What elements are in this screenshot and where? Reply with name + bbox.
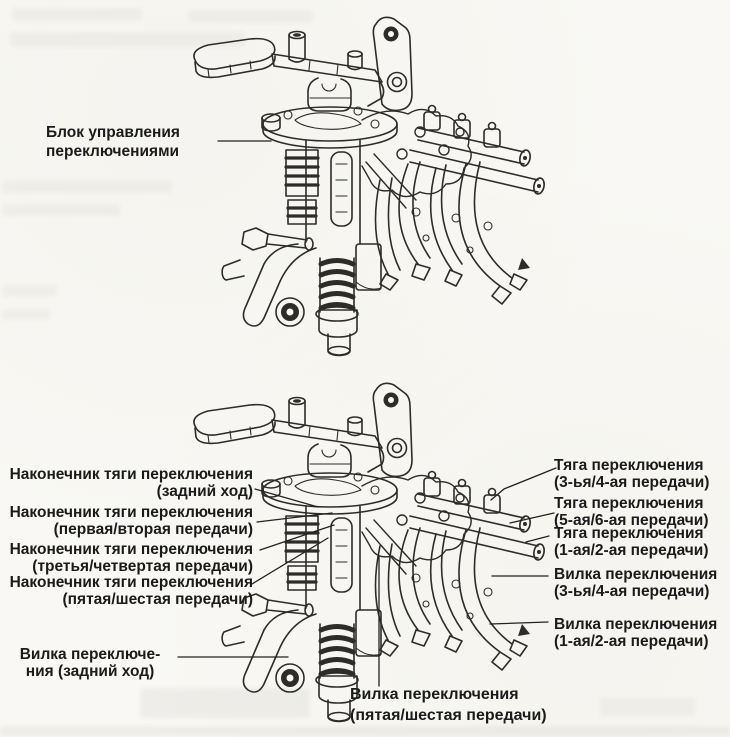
label-rodend-reverse <box>3 466 253 500</box>
label-line: (пятая/шестая передачи) <box>62 591 253 608</box>
label-line: Наконечник тяги переключения <box>9 541 253 558</box>
label-line: (первая/вторая передачи) <box>53 521 253 538</box>
figure-top-mechanism <box>194 17 546 355</box>
label-line: (1-ая/2-ая передачи) <box>554 542 709 559</box>
label-line: Вилка переключе- <box>19 646 161 663</box>
leader-fork-1-2 <box>490 622 548 624</box>
label-line: Тяга переключения <box>554 495 704 512</box>
label-line: ния (задний ход) <box>25 663 155 680</box>
label-line: Вилка переключения <box>554 616 718 633</box>
label-line: Наконечник тяги переключения <box>9 574 253 591</box>
label-line: Вилка переключения <box>350 686 519 703</box>
leader-rodend-3-4 <box>260 525 334 550</box>
label-line: переключениями <box>46 143 180 160</box>
label-rod-1-2 <box>554 525 729 559</box>
label-fork-reverse <box>6 646 174 680</box>
label-rodend-1-2 <box>3 504 253 538</box>
label-line: (3-ья/4-ая передачи) <box>554 474 710 491</box>
label-line: Наконечник тяги переключения <box>9 504 253 521</box>
leader-rod-1-2 <box>526 536 549 542</box>
leader-rodend-1-2 <box>257 513 332 522</box>
leader-rod-5-6 <box>510 513 554 523</box>
label-line: Тяга переключения <box>554 525 704 542</box>
label-line: Вилка переключения <box>554 566 718 583</box>
label-line: (1-ая/2-ая передачи) <box>554 633 709 650</box>
label-line: (третья/четвертая передачи) <box>32 558 253 575</box>
label-rodend-3-4 <box>3 541 253 575</box>
label-shift-control-unit <box>46 123 216 161</box>
label-line: (3-ья/4-ая передачи) <box>554 583 710 600</box>
label-fork-5-6 <box>350 684 590 726</box>
label-line: (задний ход) <box>156 483 253 500</box>
leader-rodend-reverse <box>255 489 318 507</box>
label-line: (пятая/шестая передачи) <box>350 707 547 724</box>
label-rod-3-4 <box>554 457 729 491</box>
label-line: Наконечник тяги переключения <box>9 466 253 483</box>
leader-rod-3-4 <box>491 468 556 500</box>
label-fork-1-2 <box>554 616 729 650</box>
label-line: (5-ая/6-ая передачи) <box>554 512 709 529</box>
label-fork-3-4 <box>554 566 729 600</box>
label-rodend-5-6 <box>3 574 253 608</box>
label-rod-5-6 <box>554 495 729 529</box>
label-line: Блок управления <box>46 124 180 141</box>
label-line: Тяга переключения <box>554 457 704 474</box>
